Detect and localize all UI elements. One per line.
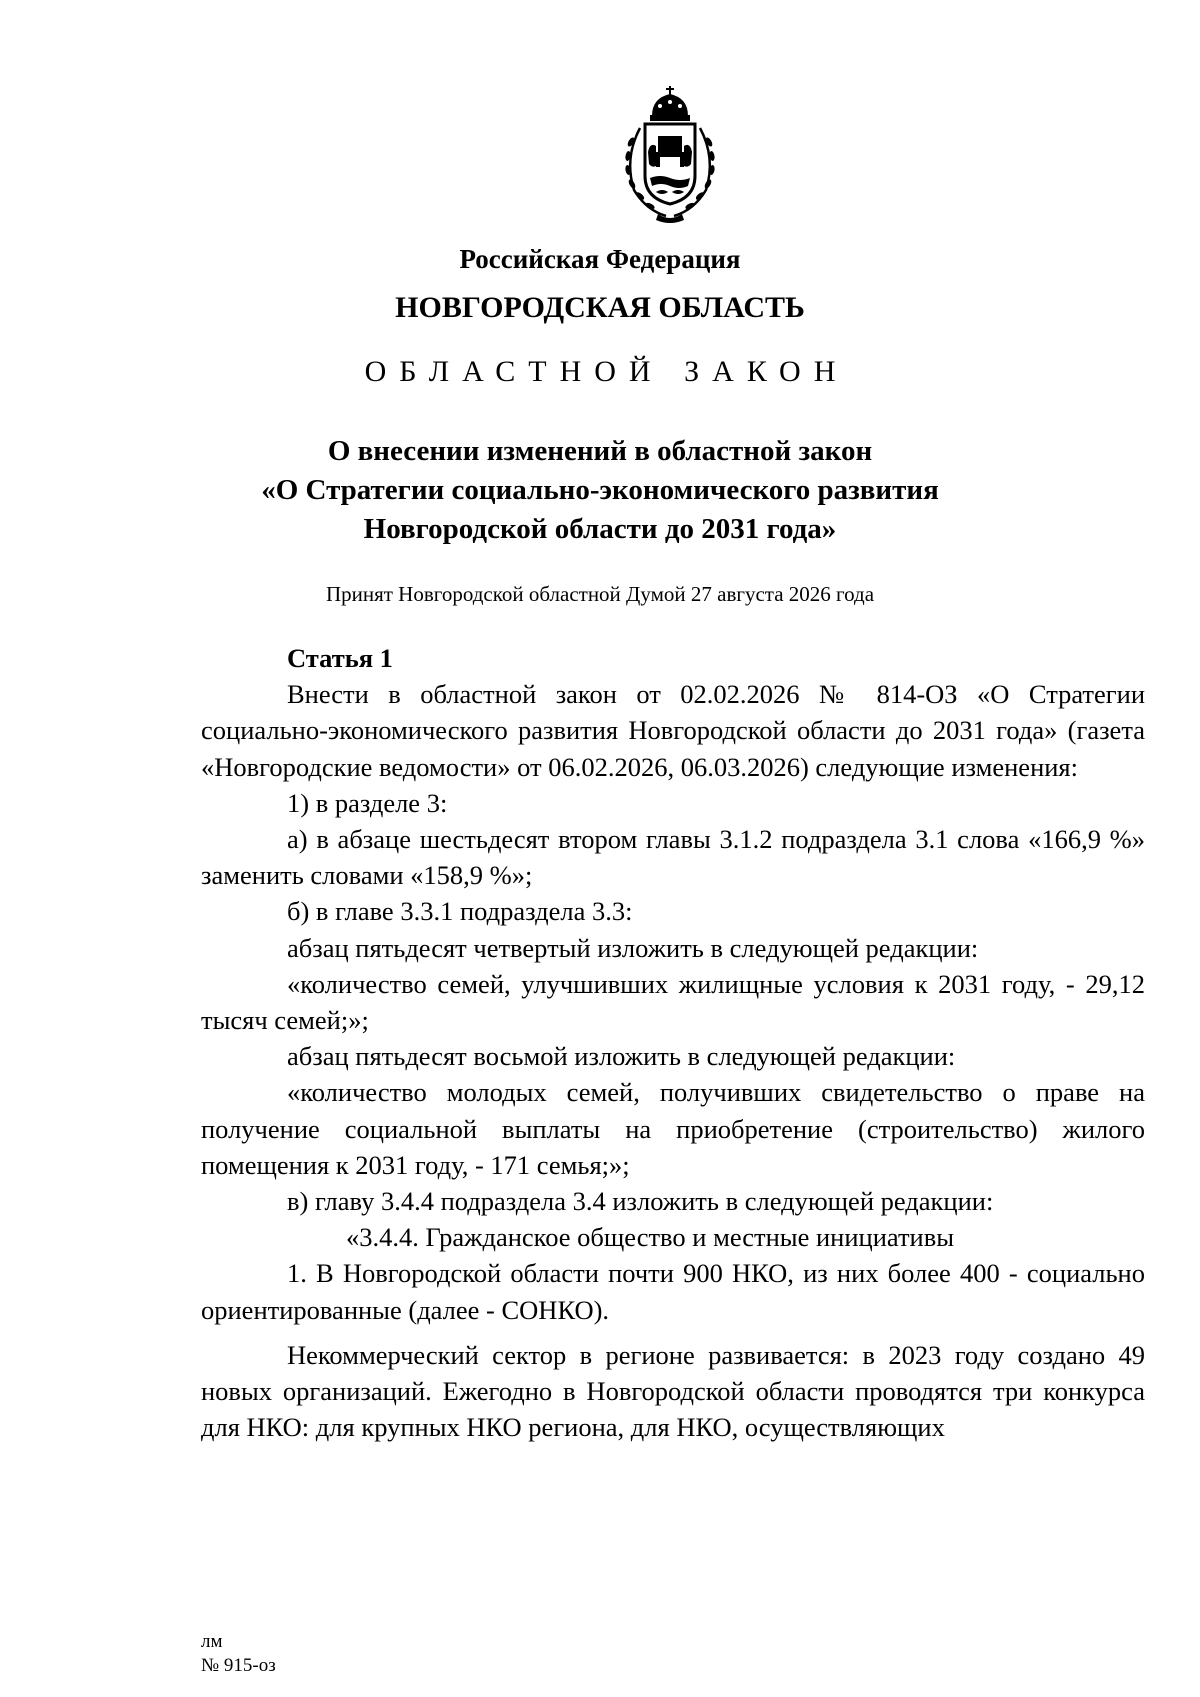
law-body <box>201 640 1145 1445</box>
law-title-line: «О Стратегии социально-экономического развития <box>261 474 939 506</box>
law-title-line: О внесении изменений в областной закон <box>327 435 873 467</box>
country-name: Российская Федерация <box>459 244 741 274</box>
adoption-note: Принят Новгородской областной Думой 27 августа 2026 года <box>325 582 875 606</box>
law-title-line: Новгородской области до 2031 года» <box>363 513 837 545</box>
document-number: № 915-оз <box>201 1655 276 1676</box>
body-paragraph: Некоммерческий сектор в регионе развивается: в 2023 году создано 49 новых организаций. Ежегодно в Новгородской области проводятся три конкурса для НКО: для крупных НКО региона, для НКО, осуществляющих <box>201 1339 1145 1443</box>
body-paragraph: 1) в разделе 3: <box>287 787 448 818</box>
body-paragraph: Внести в областной закон от 02.02.2026 № 814-ОЗ «О Стратегии социально-экономического развития Новгородской области до 2031 года» (газета «Новгородские ведомости» от 06.02.2026, 06.03.2026) следующие изменения: <box>201 679 1145 782</box>
executor-initials: лм <box>201 1631 223 1652</box>
body-paragraph: а) в абзаце шестьдесят втором главы 3.1.2 подраздела 3.1 слова «166,9 %» заменить словами «158,9 %»; <box>201 824 1145 891</box>
coat-of-arms-icon <box>618 86 722 226</box>
footer <box>201 1630 276 1678</box>
law-title <box>0 432 1200 549</box>
body-paragraph: абзац пятьдесят четвертый изложить в следующей редакции: <box>287 932 979 963</box>
law-type: ОБЛАСТНОЙ ЗАКОН <box>364 355 849 388</box>
chapter-heading: «3.4.4. Гражданское общество и местные инициативы <box>346 1222 955 1253</box>
region-name: НОВГОРОДСКАЯ ОБЛАСТЬ <box>395 291 805 324</box>
body-paragraph: б) в главе 3.3.1 подраздела 3.3: <box>287 896 633 927</box>
body-paragraph: в) главу 3.4.4 подраздела 3.4 изложить в следующей редакции: <box>287 1186 994 1217</box>
body-paragraph: «количество молодых семей, получивших свидетельство о праве на получение социальной выплаты на приобретение (строительство) жилого помещения к 2031 году, - 171 семья;»; <box>201 1077 1145 1180</box>
article-heading: Статья 1 <box>287 643 393 673</box>
body-paragraph: абзац пятьдесят восьмой изложить в следующей редакции: <box>287 1041 956 1072</box>
body-paragraph: 1. В Новгородской области почти 900 НКО, из них более 400 - социально ориентированные (далее - СОНКО). <box>201 1258 1145 1325</box>
body-paragraph: «количество семей, улучшивших жилищные условия к 2031 году, - 29,12 тысяч семей;»; <box>201 968 1145 1036</box>
